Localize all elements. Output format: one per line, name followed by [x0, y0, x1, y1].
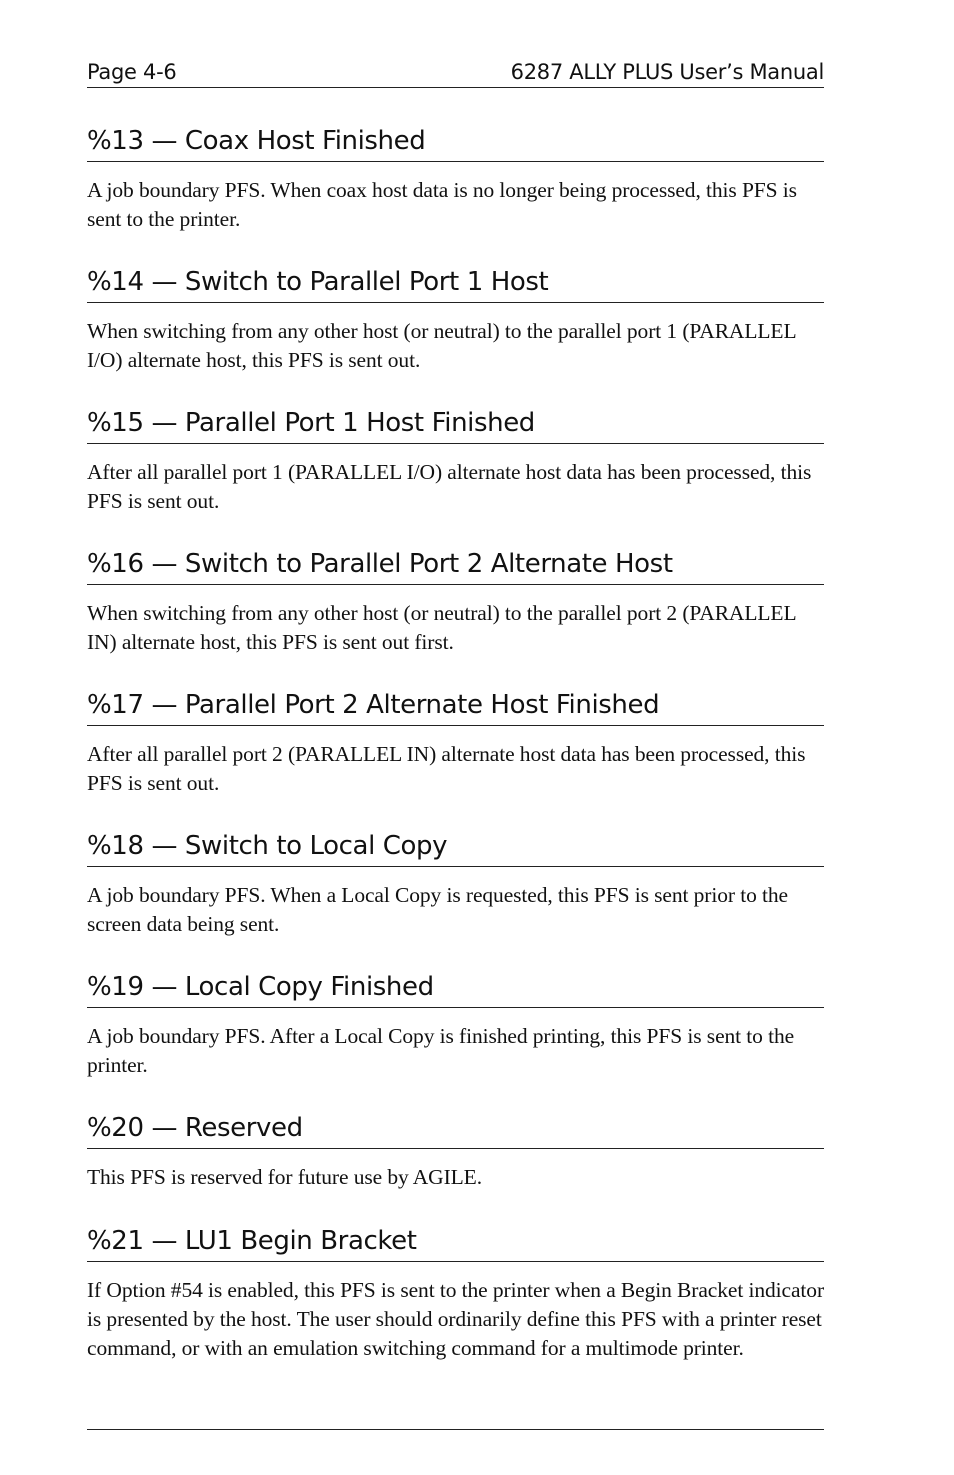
section-body: After all parallel port 2 (PARALLEL IN) alternate host data has been processed, this PFS is sent out.: [87, 742, 806, 795]
section-pfs-19: [87, 967, 824, 1080]
manual-title: 6287 ALLY PLUS User’s Manual: [510, 60, 824, 84]
section-body: A job boundary PFS. When a Local Copy is requested, this PFS is sent prior to the screen data being sent.: [87, 883, 788, 936]
section-pfs-15: [87, 403, 824, 516]
section-body: When switching from any other host (or neutral) to the parallel port 1 (PARALLEL I/O) alternate host, this PFS is sent out.: [87, 319, 796, 372]
section-heading: %18 — Switch to Local Copy: [87, 826, 824, 867]
section-heading: %19 — Local Copy Finished: [87, 967, 824, 1008]
section-pfs-16: [87, 544, 824, 657]
section-pfs-21: [87, 1221, 824, 1363]
section-body: If Option #54 is enabled, this PFS is sent to the printer when a Begin Bracket indicator is presented by the host. The user should ordinarily define this PFS with a printer reset command, or with an emulation switching command for a multimode printer.: [87, 1278, 825, 1360]
footer-rule: [87, 1429, 824, 1430]
page-number: Page 4-6: [87, 60, 177, 84]
section-heading: %20 — Reserved: [87, 1108, 824, 1149]
section-heading: %21 — LU1 Begin Bracket: [87, 1221, 824, 1262]
section-pfs-20: [87, 1108, 824, 1192]
running-header: [87, 57, 824, 88]
section-pfs-18: [87, 826, 824, 939]
section-heading: %15 — Parallel Port 1 Host Finished: [87, 403, 824, 444]
section-body: After all parallel port 1 (PARALLEL I/O) alternate host data has been processed, this PFS is sent out.: [87, 460, 812, 513]
section-body: A job boundary PFS. When coax host data is no longer being processed, this PFS is sent to the printer.: [87, 178, 797, 231]
section-heading: %17 — Parallel Port 2 Alternate Host Finished: [87, 685, 824, 726]
section-body: A job boundary PFS. After a Local Copy is finished printing, this PFS is sent to the printer.: [87, 1024, 795, 1077]
section-body: When switching from any other host (or neutral) to the parallel port 2 (PARALLEL IN) alternate host, this PFS is sent out first.: [87, 601, 796, 654]
section-heading: %16 — Switch to Parallel Port 2 Alternate Host: [87, 544, 824, 585]
section-pfs-17: [87, 685, 824, 798]
section-heading: %14 — Switch to Parallel Port 1 Host: [87, 262, 824, 303]
section-body: This PFS is reserved for future use by AGILE.: [87, 1165, 482, 1189]
section-pfs-13: [87, 121, 824, 234]
section-pfs-14: [87, 262, 824, 375]
section-heading: %13 — Coax Host Finished: [87, 121, 824, 162]
